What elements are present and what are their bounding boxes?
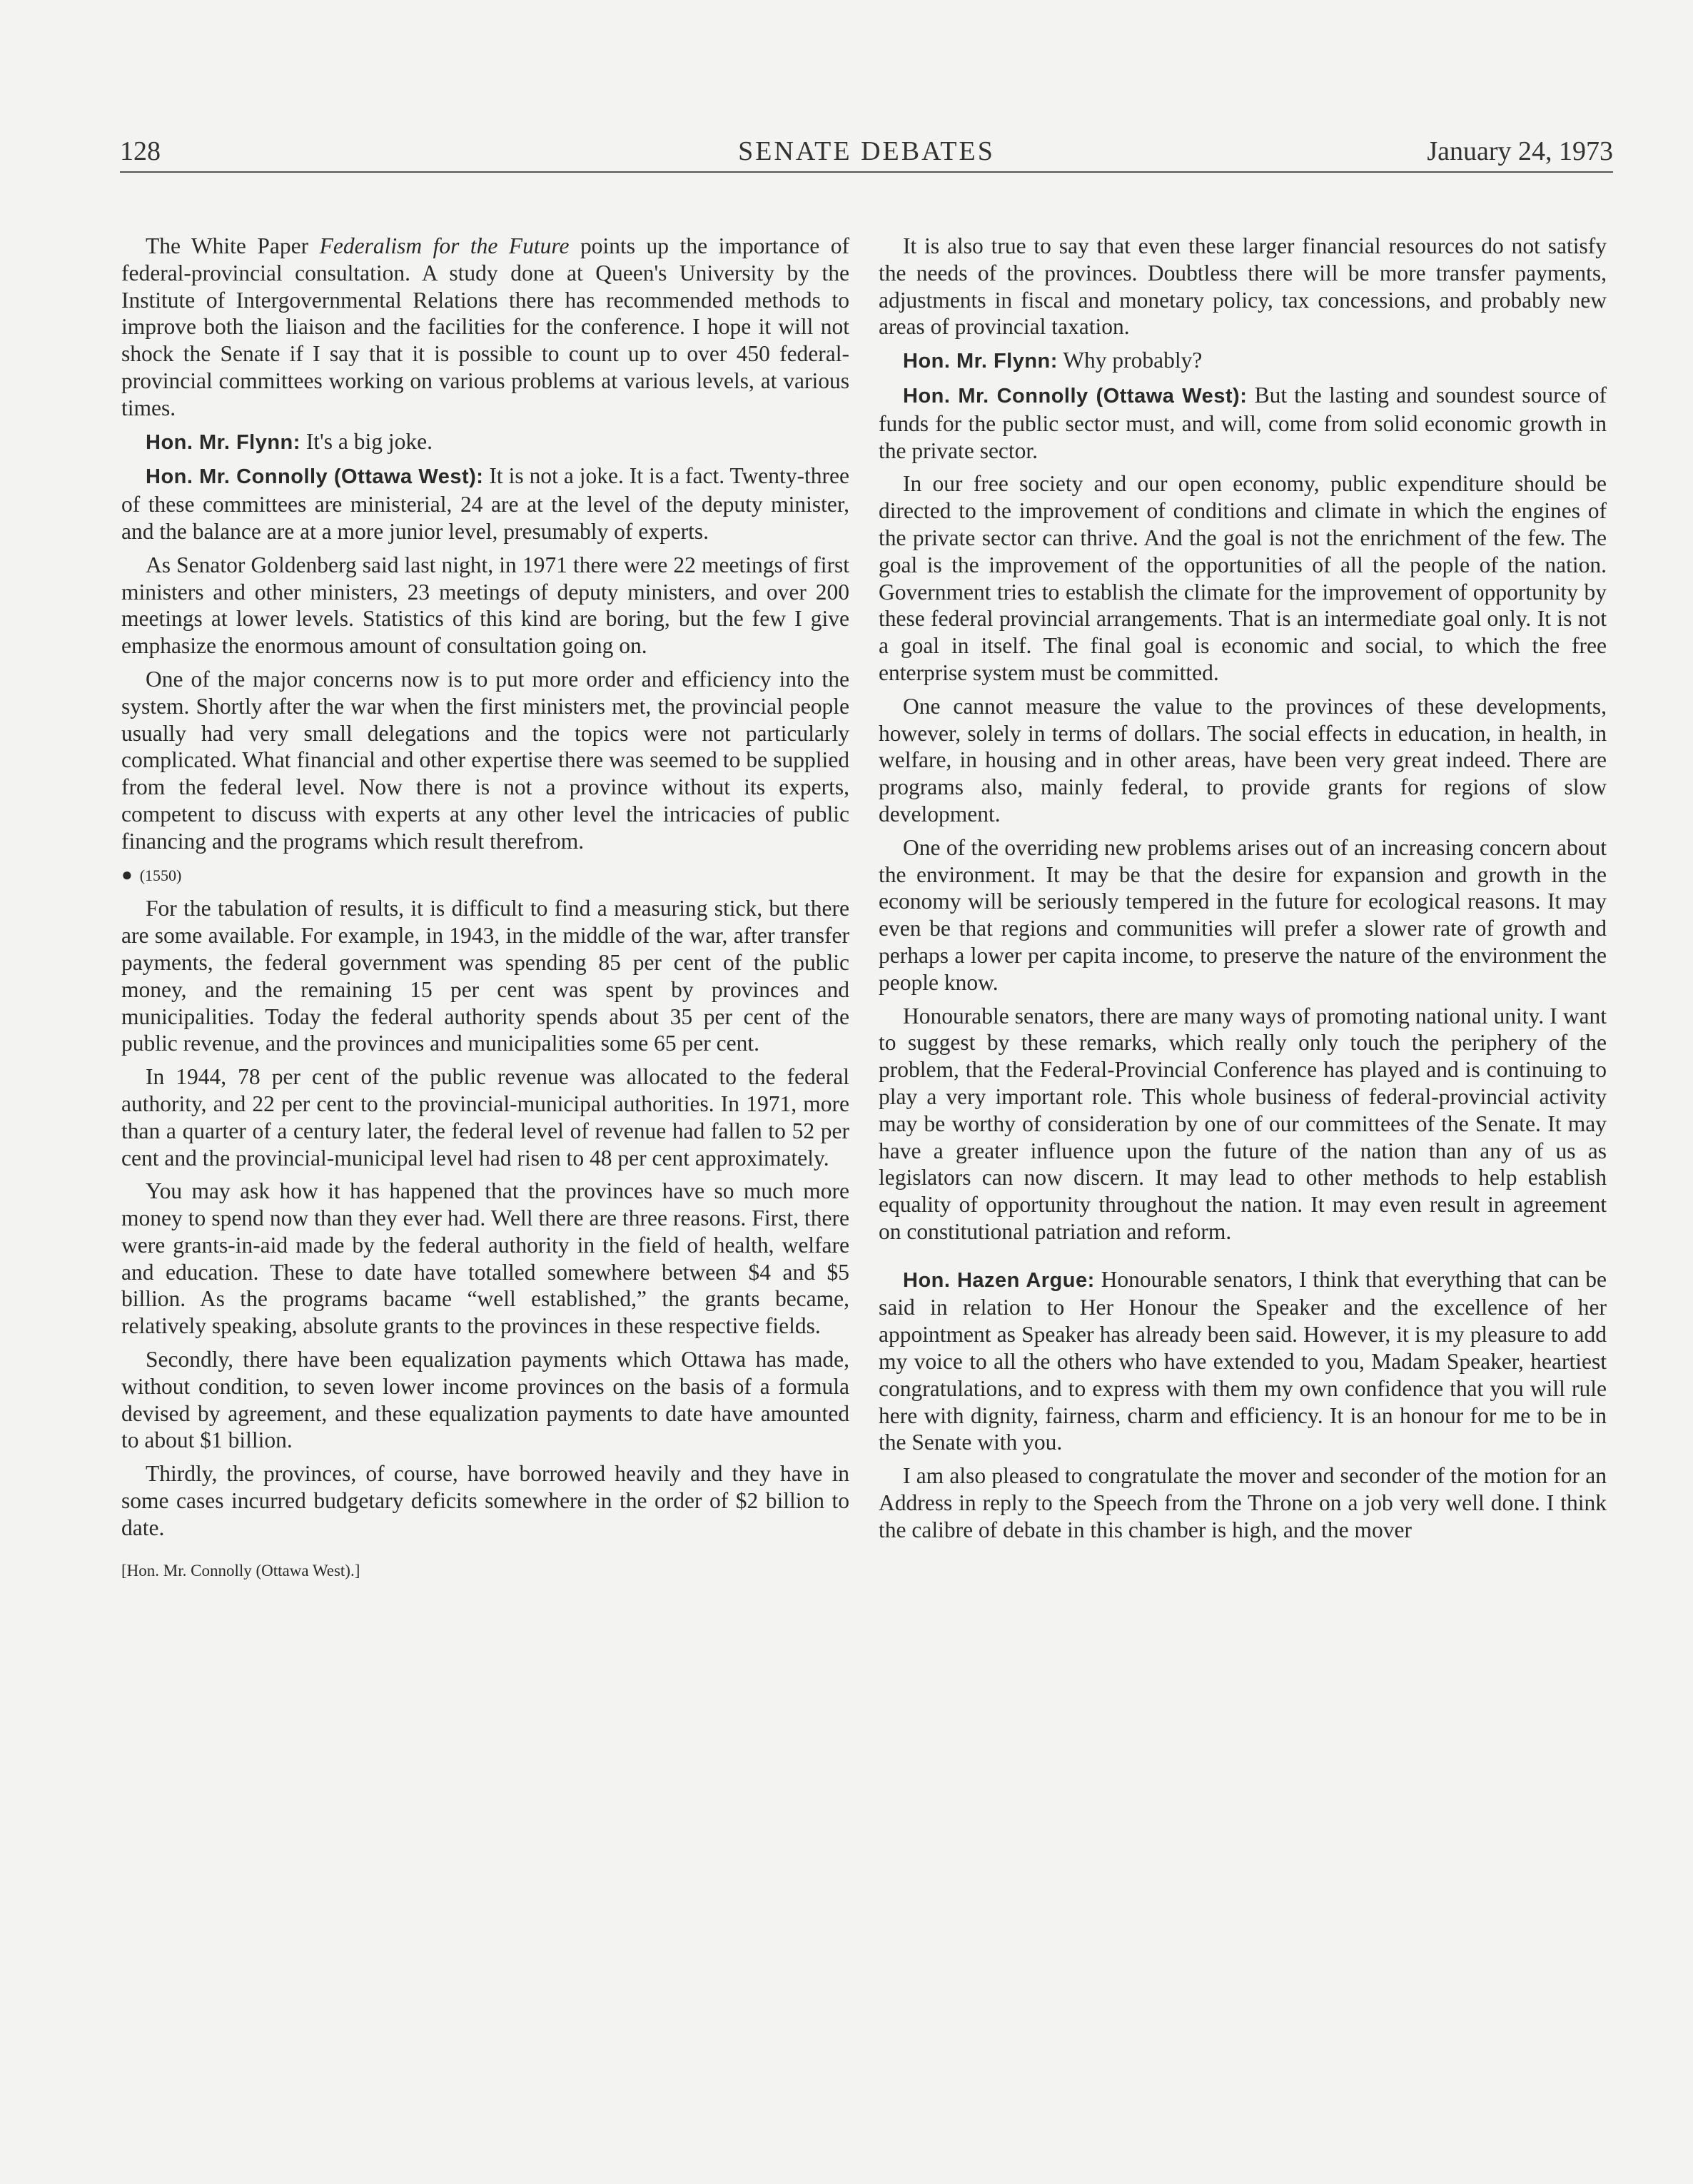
white-paper-title: Federalism for the Future bbox=[319, 233, 570, 258]
speaker-name: Hon. Mr. Flynn: bbox=[903, 350, 1058, 373]
paragraph-free-society: In our free society and our open economy, public expenditure should be directed to the improvement of conditions and climate in which the engines of the private sector can thrive. And the goal is not the enrichment of the few. The goal is the improvement of the opportunities of all the people of the nation. Government tries to establish the climate for the improvement of opportunity by these federal provincial arrangements. That is an intermediate goal only. It is not a goal in itself. The final goal is economic and social, to which the free enterprise system must be committed. bbox=[879, 471, 1607, 685]
time-marker: ● (1550) bbox=[121, 864, 182, 885]
paragraph-mover: I am also pleased to congratulate the mover and seconder of the motion for an Address in reply to the Speech from the Throne on a job very well done. I think the calibre of debate in this chamber is high, and the mover bbox=[879, 1463, 1607, 1542]
speaker-attribution: [Hon. Mr. Connolly (Ottawa West).] bbox=[121, 1561, 360, 1579]
paragraph-1944: In 1944, 78 per cent of the public revenue was allocated to the federal authority, and 22 per cent to the provincial-municipal authorities. In 1971, more than a quarter of a century later, the federal level of revenue had fallen to 52 per cent and the provincial-municipal level had risen to 48 per cent approximately. bbox=[121, 1064, 849, 1171]
left-column bbox=[121, 233, 849, 1584]
interjection-flynn: Hon. Mr. Flynn: It's a big joke. bbox=[146, 428, 433, 454]
paragraph-national-unity: Honourable senators, there are many ways of promoting national unity. I want to suggest by these remarks, which really only touch the periphery of the problem, that the Federal-Provincial Conference has played and is continuing to play a very important role. This whole business of federal-provincial activity may be worthy of consideration by one of our committees of the Senate. It may have a greater influence upon the future of the nation than any of us as legislators can now discern. It may lead to other methods to help establish equality of opportunity throughout the nation. It may even result in agreement on constitutional patriation and reform. bbox=[879, 1003, 1607, 1244]
publication-date: January 24, 1973 bbox=[1427, 136, 1613, 166]
page-number: 128 bbox=[120, 136, 161, 166]
page-header bbox=[120, 136, 1613, 170]
speech-connolly: Hon. Mr. Connolly (Ottawa West): But the lasting and soundest source of funds for the public sector must, and will, come from solid economic growth in the private sector. bbox=[879, 382, 1607, 463]
speaker-name: Hon. Hazen Argue: bbox=[903, 1268, 1095, 1292]
paragraph-measure: One cannot measure the value to the provinces of these developments, however, solely in terms of dollars. The social effects in education, in health, in welfare, in housing and in other areas, have been very great indeed. There are programs also, mainly federal, to provide grants for regions of slow development. bbox=[879, 693, 1607, 826]
right-column bbox=[879, 233, 1607, 1550]
paragraph-secondly: Secondly, there have been equalization payments which Ottawa has made, without condition, to seven lower income provinces on the basis of a formula devised by agreement, and these equalization payments to date have amounted to about $1 billion. bbox=[121, 1347, 849, 1453]
section-gap bbox=[879, 1252, 1607, 1266]
paragraph-also-true: It is also true to say that even these larger financial resources do not satisfy the needs of the provinces. Doubtless there will be more transfer payments, adjustments in fiscal and monetary policy, tax concessions, and probably new areas of provincial taxation. bbox=[879, 233, 1607, 340]
speech-argue: Hon. Hazen Argue: Honourable senators, I think that everything that can be said in relation to Her Honour the Speaker and the excellence of her appointment as Speaker has already been said. However, it is my pleasure to add my voice to all the others who have extended to you, Madam Speaker, heartiest congratulations, and to express with them my own confidence that you will rule here with dignity, fairness, charm and efficiency. It is an honour for me to be in the Senate with you. bbox=[879, 1266, 1607, 1455]
publication-title: SENATE DEBATES bbox=[738, 136, 995, 166]
bullet-icon: ● bbox=[121, 864, 133, 885]
speaker-name: Hon. Mr. Connolly (Ottawa West): bbox=[903, 384, 1248, 408]
paragraph-tabulation: For the tabulation of results, it is difficult to find a measuring stick, but there are some available. For example, in 1943, in the middle of the war, after transfer payments, the federal government was spending 85 per cent of the public money, and the remaining 15 per cent was spent by provinces and municipalities. Today the federal authority spends about 35 per cent of the public revenue, and the provinces and municipalities some 65 per cent. bbox=[121, 896, 849, 1056]
speaker-name: Hon. Mr. Flynn: bbox=[146, 430, 300, 454]
paragraph-thirdly: Thirdly, the provinces, of course, have borrowed heavily and they have in some cases incurred budgetary deficits somewhere in the order of $2 billion to date. bbox=[121, 1461, 849, 1540]
paragraph-overriding: One of the overriding new problems arises out of an increasing concern about the environment. It may be that the desire for expansion and growth in the economy will be seriously tempered in the future for ecological reasons. It may even be that regions and communities will prefer a slower rate of growth and perhaps a lower per capita income, to preserve the nature of the environment the people know. bbox=[879, 834, 1607, 995]
paragraph-white-paper: The White Paper Federalism for the Future points up the importance of federal-provincial consultation. A study done at Queen's University by the Institute of Intergovernmental Relations there has recommended methods to improve both the liaison and the facilities for the conference. I hope it will not shock the Senate if I say that it is possible to count up to over 450 federal-provincial committees working on various problems at various levels, at various times. bbox=[121, 233, 850, 420]
paragraph-concerns: One of the major concerns now is to put more order and efficiency into the system. Shortly after the war when the first ministers met, the provincial people usually had very small delegations and the topics were not particularly complicated. What financial and other expertise there was seemed to be supplied from the federal level. Now there is not a province without its experts, competent to discuss with experts at any other level the intricacies of public financing and the programs which result therefrom. bbox=[121, 666, 849, 854]
speaker-name: Hon. Mr. Connolly (Ottawa West): bbox=[146, 465, 484, 489]
interjection-flynn: Hon. Mr. Flynn: Why probably? bbox=[903, 348, 1203, 373]
paragraph-goldenberg: As Senator Goldenberg said last night, in 1971 there were 22 meetings of first ministers and other ministers, 23 meetings of deputy ministers, and over 200 meetings at lower levels. Statistics of this kind are boring, but the few I give emphasize the enormous amount of consultation going on. bbox=[121, 552, 849, 659]
paragraph-provinces-money: You may ask how it has happened that the provinces have so much more money to spend now than they ever had. Well there are three reasons. First, there were grants-in-aid made by the federal authority in the field of health, welfare and education. These to date have totalled somewhere between $4 and $5 billion. As the programs bacame “well established,” the grants became, relatively speaking, absolute grants to the provinces in these respective fields. bbox=[121, 1178, 849, 1339]
header-rule bbox=[120, 171, 1613, 173]
speech-connolly: Hon. Mr. Connolly (Ottawa West): It is not a joke. It is a fact. Twenty-three of these committees are ministerial, 24 are at the level of the deputy minister, and the balance are at a more junior level, presumably of experts. bbox=[121, 463, 849, 544]
